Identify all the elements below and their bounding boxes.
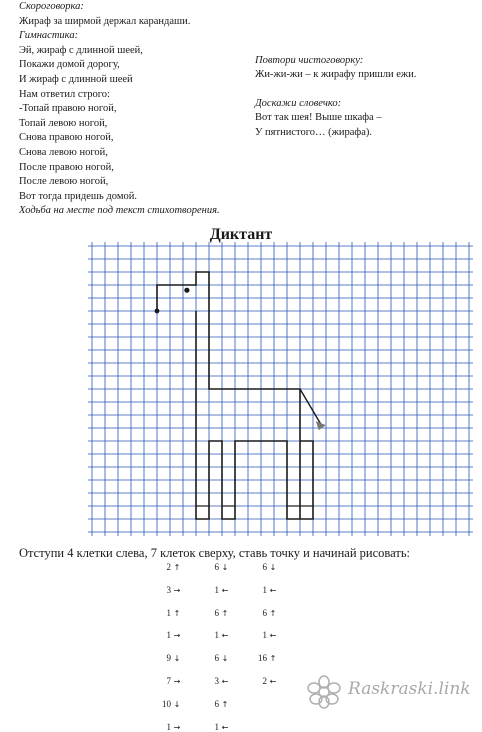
left-text-line: Снова левою ногой, (19, 147, 108, 158)
arrow-right-icon: → (173, 631, 181, 641)
step-count: 2 (166, 562, 171, 572)
dictation-step (205, 722, 231, 732)
step-count: 6 (214, 607, 219, 618)
arrow-down-icon: ↓ (173, 654, 181, 664)
dictation-step (157, 722, 183, 732)
left-text-line: После левою ногой, (19, 176, 109, 188)
left-text-line: Вот тогда придешь домой. (19, 190, 137, 202)
arrow-left-icon: ← (269, 631, 277, 641)
giraffe-tail (300, 389, 321, 424)
arrow-left-icon: ← (269, 585, 277, 595)
step-count: 6 (214, 698, 219, 709)
dictation-step (253, 676, 279, 686)
dictation-step (157, 630, 183, 640)
step-count: 1 (214, 584, 219, 595)
left-text-line: Ходьба на месте под текст стихотворения. (19, 205, 220, 217)
giraffe-tail-tuft (316, 421, 326, 430)
arrow-down-icon: ↓ (269, 563, 277, 572)
dictation-step (205, 653, 231, 663)
arrow-left-icon: ← (269, 677, 277, 686)
arrow-right-icon: → (173, 677, 181, 686)
right-text-line: Повтори чистоговорку: (255, 55, 364, 66)
step-count: 2 (262, 676, 267, 686)
left-text-line: Эй, жираф с длинной шеей, (19, 44, 143, 56)
dictation-step (253, 630, 279, 640)
dictation-title: Диктант (209, 226, 273, 243)
dictation-step (205, 630, 231, 640)
left-text-line: Гимнастика: (19, 30, 79, 42)
left-text-line: Скороговорка: (19, 1, 84, 12)
step-count: 1 (262, 584, 267, 595)
arrow-up-icon: ↑ (221, 608, 229, 618)
right-text-line: Вот так шея! Выше шкафа – (255, 112, 382, 124)
arrow-up-icon: ↑ (173, 563, 181, 572)
dictation-step (157, 676, 183, 686)
arrow-left-icon: ← (221, 585, 229, 595)
step-count: 10 (162, 698, 171, 709)
right-text-line: Доскажи словечко: (255, 97, 342, 109)
dictation-step (205, 562, 231, 572)
dictation-step (253, 585, 279, 595)
arrow-up-icon: ↑ (173, 608, 181, 618)
left-text-line: Снова правою ногой, (19, 132, 114, 144)
step-count: 6 (262, 607, 267, 618)
left-text-line: После правою ногой, (19, 161, 114, 173)
dictation-step (157, 653, 183, 663)
dictation-step (205, 608, 231, 618)
arrow-left-icon: ← (221, 631, 229, 641)
arrow-down-icon: ↓ (221, 563, 229, 572)
step-count: 6 (262, 562, 267, 572)
arrow-down-icon: ↓ (173, 699, 181, 709)
left-text-line: Нам ответил строго: (19, 88, 110, 100)
left-text-line: Топай левою ногой, (19, 117, 108, 129)
dictation-step (205, 699, 231, 709)
step-count: 1 (214, 721, 219, 732)
dictation-step (157, 585, 183, 595)
start-point (155, 309, 160, 314)
arrow-up-icon: ↑ (269, 608, 277, 618)
step-count: 3 (214, 676, 219, 686)
step-count: 6 (214, 653, 219, 664)
step-count: 16 (258, 653, 267, 664)
giraffe-eye (184, 288, 189, 293)
dictation-step (205, 676, 231, 686)
arrow-right-icon: → (173, 585, 181, 595)
dictation-step (157, 699, 183, 709)
dictation-step (205, 585, 231, 595)
arrow-left-icon: ← (221, 677, 229, 686)
step-count: 1 (166, 607, 171, 618)
arrow-down-icon: ↓ (221, 654, 229, 664)
left-text-line: Покажи домой дорогу, (19, 59, 120, 71)
left-text-line: Жираф за ширмой держал карандаши. (19, 15, 191, 27)
step-count: 1 (166, 721, 171, 732)
watermark-text: Raskraski.link (348, 679, 471, 699)
dictation-step (253, 608, 279, 618)
right-text-line: У пятнистого… (жирафа). (255, 126, 372, 138)
dictation-instruction: Отступи 4 клетки слева, 7 клеток сверху, ставь точку и начинай рисовать: (19, 546, 411, 560)
dictation-step (253, 562, 279, 572)
left-text-line: -Топай правою ногой, (19, 103, 117, 115)
step-count: 1 (166, 630, 171, 641)
step-count: 6 (214, 562, 219, 572)
right-text-line: Жи-жи-жи – к жирафу пришли ежи. (255, 69, 417, 81)
step-count: 3 (166, 584, 171, 595)
arrow-up-icon: ↑ (269, 654, 277, 664)
arrow-up-icon: ↑ (221, 699, 229, 709)
dictation-step (253, 653, 279, 663)
step-count: 9 (166, 653, 171, 664)
arrow-left-icon: ← (221, 722, 229, 732)
left-text-line: И жираф с длинной шеей (19, 74, 133, 85)
arrow-right-icon: → (173, 722, 181, 732)
step-count: 1 (214, 630, 219, 641)
dictation-step (157, 562, 183, 572)
step-count: 1 (262, 630, 267, 641)
dictation-step (157, 608, 183, 618)
step-count: 7 (166, 676, 171, 686)
